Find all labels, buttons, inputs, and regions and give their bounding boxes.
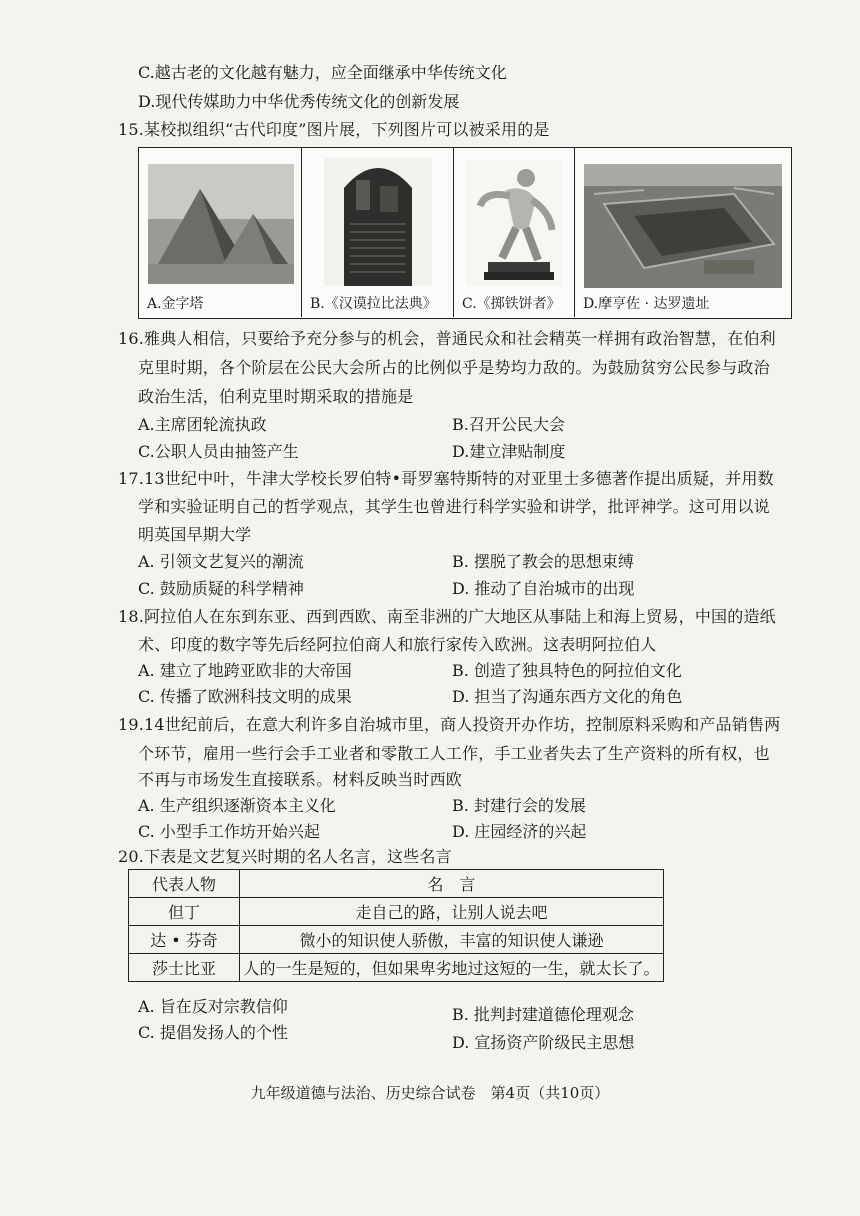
q17-option-c: C. 鼓励质疑的科学精神 bbox=[138, 579, 304, 598]
page-footer: 九年级道德与法治、历史综合试卷 第4页（共10页） bbox=[250, 1084, 610, 1102]
q16-line-2: 克里时期，各个阶层在公民大会所占的比例似乎是势均力敌的。为鼓励贫穷公民参与政治 bbox=[138, 358, 770, 377]
q15-image-strip bbox=[138, 147, 792, 319]
q19-line-1: 19.14世纪前后，在意大利许多自治城市里，商人投资开办作坊，控制原料采购和产品销售两 bbox=[118, 715, 781, 734]
q20-option-c: C. 提倡发扬人的个性 bbox=[138, 1023, 288, 1042]
q15-caption-b: B.《汉谟拉比法典》 bbox=[310, 296, 437, 312]
statue-photo-icon bbox=[466, 160, 562, 286]
q18-line-1: 18.阿拉伯人在东到东亚、西到西欧、南至非洲的广大地区从事陆上和海上贸易，中国的造纸 bbox=[118, 607, 776, 626]
q14-option-c: C.越古老的文化越有魅力，应全面继承中华传统文化 bbox=[138, 63, 507, 82]
q15-caption-d: D.摩亨佐 · 达罗遗址 bbox=[583, 296, 710, 312]
table-header-row bbox=[129, 870, 664, 898]
q16-option-b: B.召开公民大会 bbox=[452, 415, 565, 434]
q15-caption-c: C.《掷铁饼者》 bbox=[462, 296, 561, 312]
q15-image-b bbox=[302, 148, 454, 317]
pyramid-photo-icon bbox=[148, 164, 294, 284]
q16-line-1: 16.雅典人相信，只要给予充分参与的机会，普通民众和社会精英一样拥有政治智慧，在伯利 bbox=[118, 329, 776, 348]
q19-line-2: 个环节，雇用一些行会手工业者和零散工人工作，手工业者失去了生产资料的所有权，也 bbox=[138, 744, 770, 763]
q17-line-3: 明英国早期大学 bbox=[138, 525, 252, 544]
q15-image-d bbox=[575, 148, 791, 317]
q16-option-d: D.建立津贴制度 bbox=[452, 442, 566, 461]
q20-option-b: B. 批判封建道德伦理观念 bbox=[452, 1005, 634, 1024]
table-header-person: 代表人物 bbox=[129, 870, 240, 898]
q15-image-c bbox=[454, 148, 575, 317]
q17-option-a: A. 引领文艺复兴的潮流 bbox=[138, 552, 304, 571]
q18-line-2: 术、印度的数字等先后经阿拉伯商人和旅行家传入欧洲。这表明阿拉伯人 bbox=[138, 635, 657, 654]
ruins-photo-icon bbox=[584, 164, 782, 288]
q16-option-a: A.主席团轮流执政 bbox=[138, 415, 267, 434]
q20-stem: 20.下表是文艺复兴时期的名人名言，这些名言 bbox=[118, 847, 452, 866]
q16-line-3: 政治生活，伯利克里时期采取的措施是 bbox=[138, 387, 414, 406]
q19-option-a: A. 生产组织逐渐资本主义化 bbox=[138, 796, 336, 815]
q15-image-a bbox=[139, 148, 302, 317]
q18-option-c: C. 传播了欧洲科技文明的成果 bbox=[138, 687, 352, 706]
q18-option-d: D. 担当了沟通东西方文化的角色 bbox=[452, 687, 683, 706]
q19-option-c: C. 小型手工作坊开始兴起 bbox=[138, 822, 320, 841]
table-header-quote: 名 言 bbox=[240, 870, 664, 898]
table-cell-quote: 微小的知识使人骄傲，丰富的知识使人谦逊 bbox=[240, 926, 664, 954]
q15-caption-a: A.金字塔 bbox=[147, 296, 204, 312]
q16-option-c: C.公职人员由抽签产生 bbox=[138, 442, 299, 461]
table-cell-person: 莎士比亚 bbox=[129, 954, 240, 982]
table-row bbox=[129, 926, 664, 954]
q17-option-b: B. 摆脱了教会的思想束缚 bbox=[452, 552, 634, 571]
table-cell-person: 但丁 bbox=[129, 898, 240, 926]
q17-line-2: 学和实验证明自己的哲学观点，其学生也曾进行科学实验和讲学，批评神学。这可用以说 bbox=[138, 497, 770, 516]
table-cell-quote: 人的一生是短的，但如果卑劣地过这短的一生，就太长了。 bbox=[240, 954, 664, 982]
q14-option-d: D.现代传媒助力中华优秀传统文化的创新发展 bbox=[138, 92, 460, 111]
table-row bbox=[129, 954, 664, 982]
q19-line-3: 不再与市场发生直接联系。材料反映当时西欧 bbox=[138, 770, 463, 789]
q18-option-b: B. 创造了独具特色的阿拉伯文化 bbox=[452, 661, 682, 680]
stele-photo-icon bbox=[324, 158, 432, 286]
q20-quote-table bbox=[128, 869, 664, 982]
q19-option-b: B. 封建行会的发展 bbox=[452, 796, 586, 815]
q17-line-1: 17.13世纪中叶，牛津大学校长罗伯特•哥罗塞特斯特的对亚里士多德著作提出质疑，并用数 bbox=[118, 469, 774, 488]
q15-stem: 15.某校拟组织“古代印度”图片展，下列图片可以被采用的是 bbox=[118, 120, 550, 139]
q18-option-a: A. 建立了地跨亚欧非的大帝国 bbox=[138, 661, 352, 680]
q20-option-a: A. 旨在反对宗教信仰 bbox=[138, 997, 288, 1016]
q20-option-d: D. 宣扬资产阶级民主思想 bbox=[452, 1033, 635, 1052]
table-cell-person: 达 • 芬奇 bbox=[129, 926, 240, 954]
q19-option-d: D. 庄园经济的兴起 bbox=[452, 822, 587, 841]
table-row bbox=[129, 898, 664, 926]
table-cell-quote: 走自己的路，让别人说去吧 bbox=[240, 898, 664, 926]
q17-option-d: D. 推动了自治城市的出现 bbox=[452, 579, 635, 598]
